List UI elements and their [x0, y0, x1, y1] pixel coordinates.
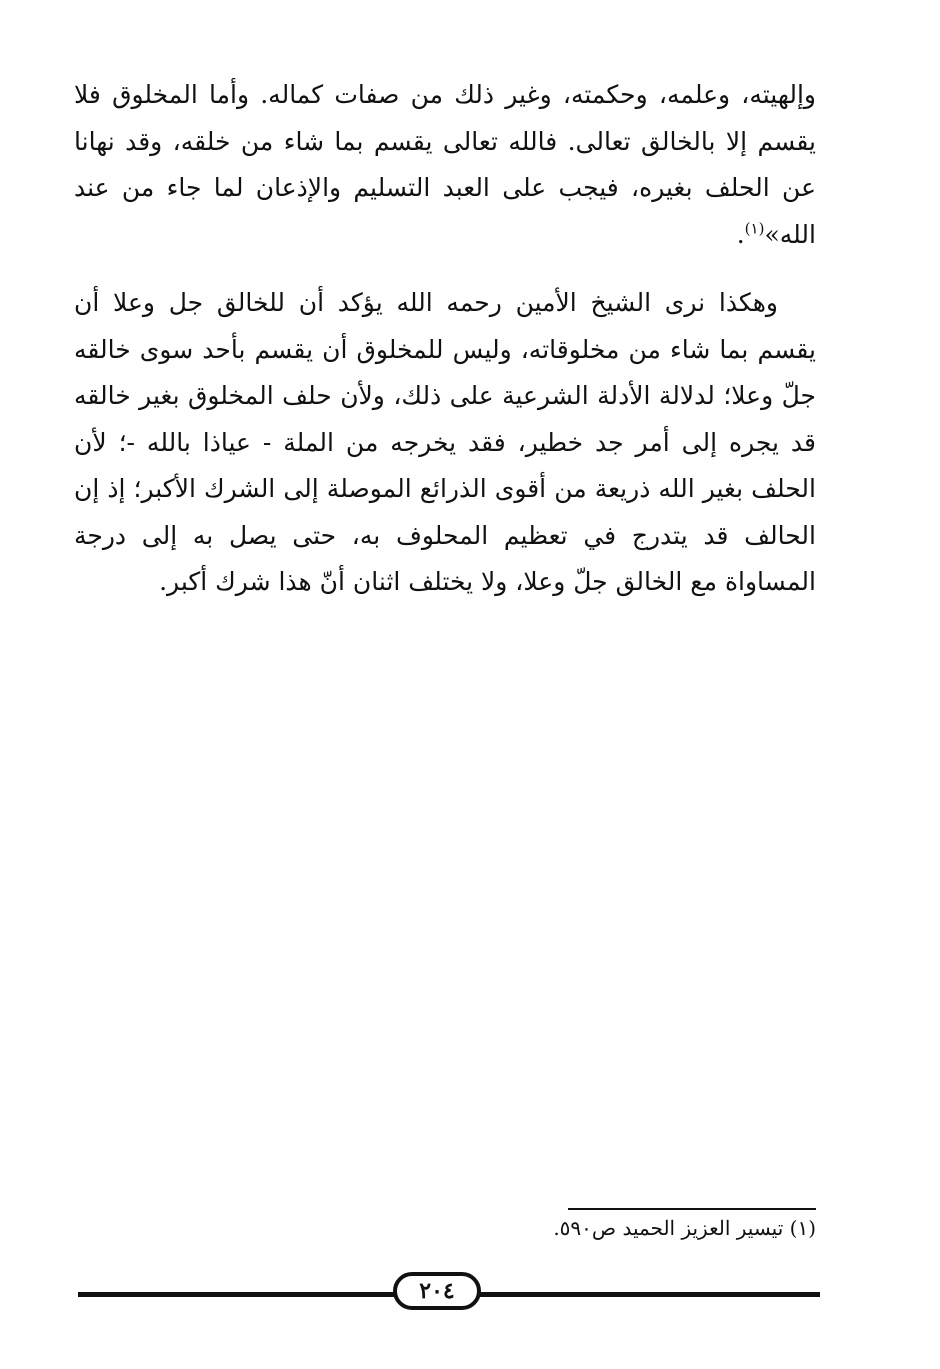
page-number-badge [393, 1272, 481, 1310]
paragraph-1-text: وإلهيته، وعلمه، وحكمته، وغير ذلك من صفات كماله. وأما المخلوق فلا يقسم إلا بالخالق تعالى. فالله تعالى يقسم بما شاء من خلقه، وقد نهانا عن الحلف بغيره، فيجب على العبد التسليم والإذعان لما جاء من عند الله» [74, 80, 816, 249]
page-number: ٢٠٤ [419, 1278, 455, 1304]
page-body [74, 72, 816, 606]
paragraph-1 [74, 72, 816, 258]
paragraph-2-text: وهكذا نرى الشيخ الأمين رحمه الله يؤكد أن للخالق جل وعلا أن يقسم بما شاء من مخلوقاته، وليس للمخلوق أن يقسم بأحد سوى خالقه جلّ وعلا؛ لدلالة الأدلة الشرعية على ذلك، ولأن حلف المخلوق بغير خالقه قد يجره إلى أمر جد خطير، فقد يخرجه من الملة - عياذا بالله -؛ لأن الحلف بغير الله ذريعة من أقوى الذرائع الموصلة إلى الشرك الأكبر؛ إذ إن الحالف قد يتدرج في تعظيم المحلوف به، حتى يصل به إلى درجة المساواة مع الخالق جلّ وعلا، ولا يختلف اثنان أنّ هذا شرك أكبر. [74, 288, 816, 596]
footnote: (١) تيسير العزيز الحميد ص٥٩٠. [553, 1216, 816, 1240]
footnote-separator [568, 1208, 816, 1210]
footnote-reference: (١) [744, 219, 765, 238]
paragraph-1-tail: . [736, 219, 745, 249]
paragraph-2 [74, 280, 816, 606]
